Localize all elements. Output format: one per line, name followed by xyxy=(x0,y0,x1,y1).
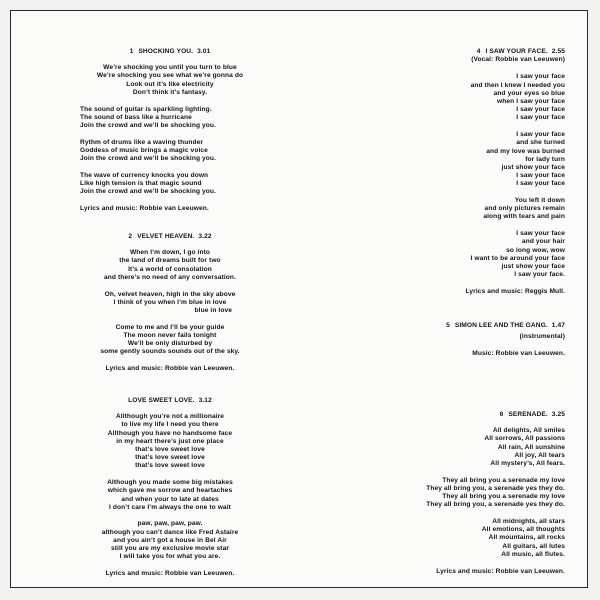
track-number: 2 xyxy=(128,233,133,240)
lyric-line: blue in love xyxy=(194,306,232,314)
lyric-line: just show your face xyxy=(501,163,565,171)
lyric-line: I will take you for what you are. xyxy=(119,553,221,561)
lyric-line: All sorrows, All passions xyxy=(484,435,565,443)
lyric-line: so long wow, wow xyxy=(506,246,565,254)
lyric-line: and your hair xyxy=(521,238,565,246)
track-length: 3.25 xyxy=(551,411,565,418)
lyric-line: I saw your face xyxy=(516,230,565,238)
stanza xyxy=(415,477,565,510)
stanza xyxy=(80,324,260,357)
lyric-line: I saw your face xyxy=(516,114,565,122)
song-credit: Lyrics and music: Robbie van Leeuwen. xyxy=(105,364,235,372)
lyric-line: along with tears and pain xyxy=(483,213,565,221)
lyric-line: that’s love sweet love xyxy=(135,462,205,470)
lyric-line: to live my life I need you there xyxy=(121,421,219,429)
track-number: 1 xyxy=(129,48,134,55)
lyric-line: Join the crowd and we’ll be shocking you. xyxy=(80,121,216,129)
stanza xyxy=(415,197,565,222)
lyric-line: I think of you when I’m blue in love xyxy=(113,298,227,306)
song-title xyxy=(80,48,260,56)
lyric-line: some gently sounds sounds out of the sky. xyxy=(100,348,240,356)
lyric-line: Join the crowd and we’ll be shocking you. xyxy=(80,188,216,196)
lyric-line: It’s a world of consolation xyxy=(128,265,212,273)
stanza xyxy=(80,139,260,164)
track-title: SIMON LEE AND THE GANG. xyxy=(454,322,548,329)
song-credit: Lyrics and music: Robbie van Leeuwen. xyxy=(436,567,565,575)
song-credit: Lyrics and music: Reggis Mull. xyxy=(465,287,565,295)
lyric-line: They all bring you a serenade my love xyxy=(442,476,565,484)
track-number: 6 xyxy=(499,411,504,418)
song-credit: Music: Robbie van Leeuwen. xyxy=(472,350,565,358)
lyric-line: I saw your face xyxy=(516,106,565,114)
lyric-sheet xyxy=(10,10,588,588)
lyric-line: I saw your face xyxy=(516,180,565,188)
song-title xyxy=(415,48,565,56)
lyric-line: and then I knew I needed you xyxy=(470,81,565,89)
lyric-line: The sound of guitar is sparkling lighting. xyxy=(80,105,212,113)
lyric-line: still you are my exclusive movie star xyxy=(110,545,230,553)
lyric-line: and only pictures remain xyxy=(484,205,565,213)
song-credit: Lyrics and music: Robbie van Leeuwen. xyxy=(105,569,235,577)
lyric-line: Look out it’s like electricity xyxy=(126,80,214,88)
lyric-line: I saw your face xyxy=(516,73,565,81)
track-length: 1.47 xyxy=(551,322,565,329)
song-4 xyxy=(415,48,565,296)
song-title xyxy=(415,411,565,419)
lyric-line: All music, all flutes. xyxy=(501,550,565,558)
lyric-line: We’ll be only disturbed by xyxy=(127,340,213,348)
lyric-line: The moon never fails tonight xyxy=(123,331,217,339)
lyric-line: Like high tension is that magic sound xyxy=(80,179,202,187)
song-subtitle: (Vocal: Robbie van Leeuwen) xyxy=(471,56,565,64)
song-6 xyxy=(415,411,565,576)
song-2 xyxy=(80,233,260,373)
song-1 xyxy=(80,48,260,213)
lyric-line: We’re shocking you until you turn to blue xyxy=(103,64,237,72)
lyric-line: and she turned xyxy=(516,139,565,147)
lyric-line: that’s love sweet love xyxy=(135,446,205,454)
stanza xyxy=(80,413,260,470)
stanza xyxy=(415,230,565,279)
song-subtitle: (instrumental) xyxy=(519,333,565,341)
lyric-line: Goddess of music brings a magic voice xyxy=(80,146,208,154)
lyric-line: that’s love sweet love xyxy=(135,454,205,462)
lyric-line: All emotions, all thoughts xyxy=(481,526,565,534)
lyric-line: Join the crowd and we’ll be shocking you. xyxy=(80,155,216,163)
lyric-line: although you can’t dance like Fred Astaire xyxy=(101,528,239,536)
stanza xyxy=(80,172,260,197)
lyric-line: in my heart there’s just one place xyxy=(116,437,224,445)
lyric-line: They all bring you a serenade my love xyxy=(442,493,565,501)
lyric-line: All mystery’s, All fears. xyxy=(490,460,565,468)
stanza xyxy=(80,106,260,131)
song-5 xyxy=(415,322,565,359)
lyric-line: Although you made some big mistakes xyxy=(107,479,233,487)
stanza xyxy=(80,479,260,512)
lyric-line: I saw your face. xyxy=(514,271,565,279)
lyric-line: I don’t care I’m always the one to wait xyxy=(109,503,231,511)
lyric-line: The sound of bass like a hurricane xyxy=(80,113,192,121)
track-title: VELVET HEAVEN. xyxy=(137,233,195,240)
lyric-line: All midnights, all stars xyxy=(492,518,565,526)
lyric-line: Allthough you have no handsome face xyxy=(107,429,233,437)
track-title: I SAW YOUR FACE. xyxy=(485,48,548,55)
lyric-line: All rain, All sunshine xyxy=(497,443,565,451)
track-number: 4 xyxy=(476,48,481,55)
lyric-line: Allthough you’re not a millionaire xyxy=(115,413,225,421)
lyric-line: and there’s no need of any conversation. xyxy=(104,273,236,281)
song-title xyxy=(80,233,260,241)
lyric-line: Oh, velvet heaven, high in the sky above xyxy=(104,290,236,298)
stanza xyxy=(80,249,260,282)
song-title xyxy=(415,322,565,330)
lyric-line: All guitars, all lutes xyxy=(502,542,565,550)
lyric-line: Don’t think it’s fantasy. xyxy=(132,88,208,96)
lyric-line: You left it down xyxy=(514,197,565,205)
lyric-line: Come to me and I’ll be your guide xyxy=(115,323,225,331)
lyric-line: The wave of currency knocks you down xyxy=(80,171,209,179)
lyric-line: and when your to late at dates xyxy=(121,495,219,503)
track-title: LOVE SWEET LOVE. xyxy=(128,397,195,404)
lyric-line: All delights, All smiles xyxy=(492,427,565,435)
track-title: SHOCKING YOU. xyxy=(138,48,194,55)
lyric-line: I saw your face xyxy=(516,131,565,139)
lyric-line: paw, paw, paw, paw. xyxy=(137,520,203,528)
lyric-line: and your eyes so blue xyxy=(493,89,565,97)
lyric-line: They all bring you, a serenade yes they do. xyxy=(426,484,565,492)
track-number: 5 xyxy=(446,322,450,329)
song-credit: Lyrics and music: Robbie van Leeuwen. xyxy=(80,204,209,212)
lyric-line: Rythm of drums like a waving thunder xyxy=(80,138,204,146)
lyric-line: They all bring you, a serenade yes they do. xyxy=(426,501,565,509)
stanza xyxy=(415,73,565,122)
track-length: 2.55 xyxy=(551,48,565,55)
song-3 xyxy=(80,397,260,578)
stanza xyxy=(415,518,565,559)
lyric-line: I saw your face xyxy=(516,172,565,180)
track-length: 3.01 xyxy=(197,48,211,55)
lyric-line: for lady turn xyxy=(525,155,565,163)
track-length: 3.12 xyxy=(198,397,212,404)
lyric-line: which gave me sorrow and heartaches xyxy=(107,487,233,495)
track-title: SERENADE. xyxy=(508,411,548,418)
track-length: 3.22 xyxy=(198,233,212,240)
lyric-line: When I’m down, I go into xyxy=(129,249,211,257)
lyric-line: All joy, All tears xyxy=(514,451,565,459)
lyric-line: when I saw your face xyxy=(497,98,565,106)
song-title xyxy=(80,397,260,405)
lyric-line: All mountains, all rocks xyxy=(488,534,565,542)
stanza xyxy=(80,520,260,561)
lyric-line: just show your face xyxy=(501,262,565,270)
stanza xyxy=(80,291,260,316)
lyric-line: and my love was burned xyxy=(486,147,565,155)
stanza xyxy=(80,64,260,97)
stanza xyxy=(415,131,565,188)
lyric-line: I want to be around your face xyxy=(470,254,565,262)
stanza xyxy=(415,427,565,468)
lyric-line: We’re shocking you see what we’re gonna do xyxy=(96,72,244,80)
lyric-line: the land of dreams built for two xyxy=(119,257,221,265)
lyric-line: and you ain’t got a house in Bel Air xyxy=(113,536,227,544)
